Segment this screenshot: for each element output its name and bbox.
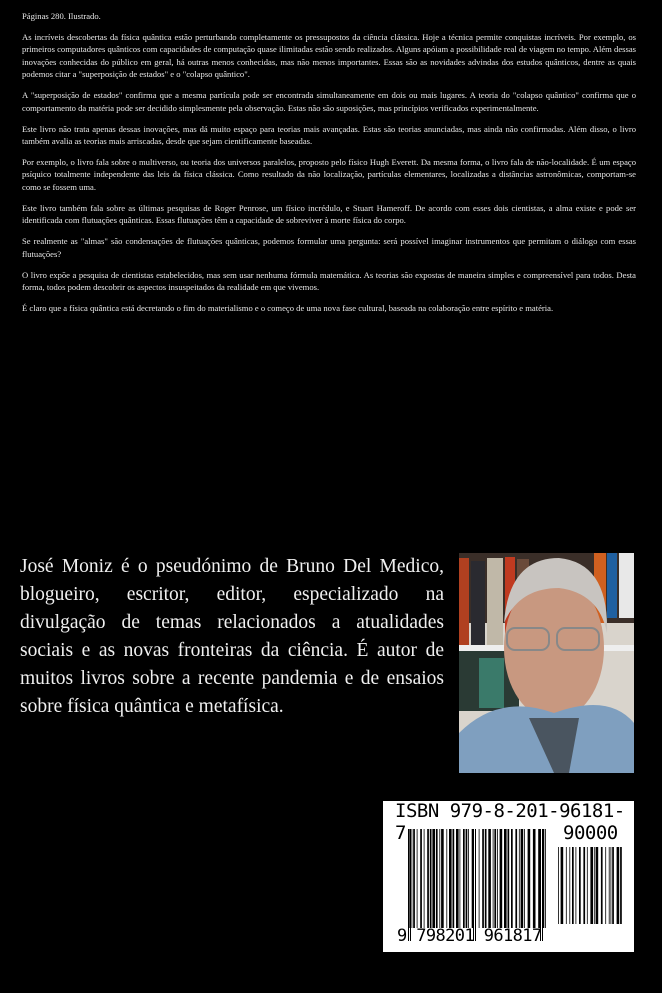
blurb-paragraph: É claro que a física quântica está decretando o fim do materialismo e o começo de uma nova fase cultural, baseada na colaboração entre espírito e matéria. [22,303,554,314]
barcode-guard-bar [410,829,411,941]
barcode-bar [611,847,612,924]
isbn-barcode [383,801,634,952]
barcode-bar [569,847,570,924]
blurb-paragraph: Se realmente as "almas" são condensações de flutuações quânticas, podemos formular uma pergunta: será possível imaginar instrumentos que permitam o diálogo com essas flutuações? [22,236,636,259]
barcode-bar [583,847,585,924]
barcode-bar [572,847,574,924]
ean-digits: 9 798201 961817 [397,926,542,946]
author-bio: José Moniz é o pseudónimo de Bruno Del Medico, blogueiro, escritor, editor, especializado na divulgação de temas relacionados a atualidades sociais e as novas fronteiras da ciência. É autor de muitos livros sobre a recente pandemia e de ensaios sobre física quântica e metafísica. [20,556,444,717]
blurb-paragraph: A "superposição de estados" confirma que a mesma partícula pode ser encontrada simultaneamente em dois ou mais lugares. A teoria do "colapso quântico" confirma que o comportamento da matéria pode ser decidido simplesmente pela observação. Estas não são suposições, mas princípios verificados experimentalmente. [22,90,636,113]
barcode-bar [590,847,593,924]
page-count: Páginas 280. Ilustrado. [22,11,101,21]
barcode-bar [605,847,606,924]
author-portrait-image [459,553,634,773]
barcode-guard-bar [473,829,474,941]
barcode-bar [587,847,588,924]
barcode-bar [617,847,620,924]
barcode-bar [566,847,567,924]
blurb-paragraph: O livro expõe a pesquisa de cientistas estabelecidos, mas sem usar nenhuma fórmula matemática. As teorias são expostas de maneira simples e compreensível para todos. Desta forma, todos podem descobrir os aspectos insuspeitados da realidade em que vivemos. [22,269,636,293]
barcode-bar [561,847,564,924]
author-photo [459,553,634,773]
blurb-paragraph: Este livro não trata apenas dessas inovações, mas dá muito espaço para teorias mais avançadas. Estas são teorias anunciadas, mas ainda não confirmadas. Além disso, o livro também avalia as teorias mais arriscadas, desde que sejam cientificamente baseadas. [22,123,636,147]
barcode-bar [609,847,610,924]
blurb-paragraph: Este livro também fala sobre as últimas pesquisas de Roger Penrose, um físico incrédulo, e Stuart Hameroff. De acordo com esses dois cientistas, a alma existe e pode ser identificada com flutuações quânticas. Essas flutuações têm a capacidade de sobreviver à morte física do corpo. [22,202,636,226]
barcode-bar [558,847,559,924]
barcode-guard-bar [408,829,409,941]
barcode-bar [594,847,595,924]
blurb-paragraph: Por exemplo, o livro fala sobre o multiverso, ou teoria dos universos paralelos, proposto pelo físico Hugh Everett. Da mesma forma, o livro fala de não-localidade. É um espaço psíquico totalmente independente das leis da física clássica. Como resultado da não localização, partículas elementares, localizadas a distâncias astronômicas, comportam-se como se fossem uma. [22,157,636,192]
isbn-label: ISBN 979-8-201-96181-7 [395,800,625,844]
barcode-bar [601,847,603,924]
blurb-paragraph: As incríveis descobertas da física quântica estão perturbando completamente os pressupostos da ciência clássica. Hoje a técnica permite conquistas incríveis. Por exemplo, os primeiros computadores quânticos com capacidades de computação quase ilimitadas estão sendo realizados. Alguns apóiam a possibilidade real de viagem no tempo. Além dessas inovações conhecidas do público em geral, há outras menos conhecidas, mas não menos importantes. Essas são as novidades advindas dos estudos quânticos, dentre as quais podemos citar a "superposição de estados" e o "colapso quântico". [22,32,636,80]
barcode-bar [576,847,577,924]
barcode-bar [620,847,622,924]
barcode-bar [579,847,581,924]
barcode-guard-bar [542,829,543,941]
back-cover-blurb [22,10,636,323]
barcode-guard-bar [475,829,476,941]
barcode-bar [596,847,599,924]
price-addon: 90000 [563,822,618,844]
barcode-guard-bar [540,829,541,941]
barcode-bar [612,847,614,924]
